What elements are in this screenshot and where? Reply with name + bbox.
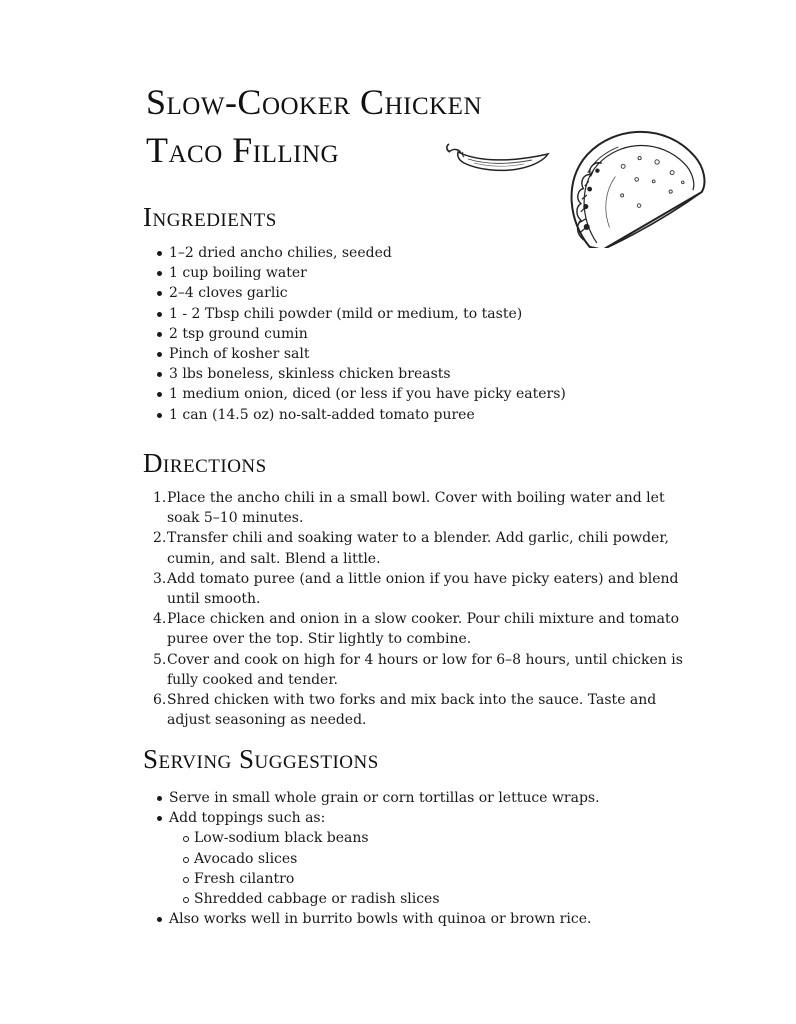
- list-item: Also works well in burrito bowls with quinoa or brown rice.: [157, 909, 677, 929]
- step-text: Shred chicken with two forks and mix back into the sauce. Taste and adjust seasoning as needed.: [167, 692, 657, 729]
- list-item: 1 - 2 Tbsp chili powder (mild or medium, to taste): [157, 304, 617, 324]
- list-item-label: Add toppings such as:: [169, 810, 326, 827]
- list-item: 1 cup boiling water: [157, 263, 617, 283]
- direction-step: [153, 528, 698, 568]
- taco-icon: [558, 122, 712, 248]
- step-text: Cover and cook on high for 4 hours or low for 6–8 hours, until chicken is fully cooked and tender.: [167, 651, 683, 688]
- list-item: 1 can (14.5 oz) no-salt-added tomato puree: [157, 405, 617, 425]
- list-item: Pinch of kosher salt: [157, 344, 617, 364]
- step-number: 4.: [153, 611, 167, 628]
- serving-list: [157, 788, 677, 929]
- step-text: Add tomato puree (and a little onion if you have picky eaters) and blend until smooth.: [167, 570, 679, 608]
- step-number: 2.: [153, 530, 167, 547]
- list-item: 1 medium onion, diced (or less if you have picky eaters): [157, 384, 617, 404]
- ingredients-list: [157, 243, 617, 425]
- sub-list-item: Avocado slices: [183, 849, 677, 869]
- list-item: [157, 808, 677, 909]
- directions-heading: Directions: [143, 448, 267, 478]
- step-number: 3.: [153, 570, 167, 587]
- step-number: 6.: [153, 692, 167, 709]
- page-title: [146, 78, 482, 174]
- list-item: 3 lbs boneless, skinless chicken breasts: [157, 364, 617, 384]
- list-item: 2–4 cloves garlic: [157, 283, 617, 303]
- direction-step: [153, 650, 698, 690]
- sub-list-item: Low-sodium black beans: [183, 828, 677, 848]
- direction-step: [153, 488, 698, 528]
- directions-list: [153, 488, 698, 730]
- sub-list-item: Shredded cabbage or radish slices: [183, 889, 677, 909]
- toppings-list: [169, 828, 677, 909]
- ingredients-heading: Ingredients: [143, 202, 277, 232]
- sub-list-item: Fresh cilantro: [183, 869, 677, 889]
- title-line-2: Taco Filling: [146, 130, 340, 170]
- serving-heading: Serving Suggestions: [143, 744, 379, 774]
- step-number: 5.: [153, 651, 167, 668]
- step-text: Place the ancho chili in a small bowl. Cover with boiling water and let soak 5–10 minutes.: [167, 490, 665, 527]
- chili-pepper-icon: [444, 138, 554, 180]
- step-text: Place chicken and onion in a slow cooker. Pour chili mixture and tomato puree over the top. Stir lightly to combine.: [167, 611, 680, 648]
- step-text: Transfer chili and soaking water to a blender. Add garlic, chili powder, cumin, and salt. Blend a little.: [167, 530, 669, 567]
- list-item: Serve in small whole grain or corn tortillas or lettuce wraps.: [157, 788, 677, 808]
- direction-step: [153, 569, 698, 609]
- direction-step: [153, 609, 698, 649]
- direction-step: [153, 690, 698, 730]
- title-line-1: Slow-Cooker Chicken: [146, 82, 482, 122]
- step-number: 1.: [153, 490, 167, 506]
- list-item: 2 tsp ground cumin: [157, 324, 617, 344]
- list-item: 1–2 dried ancho chilies, seeded: [157, 243, 617, 263]
